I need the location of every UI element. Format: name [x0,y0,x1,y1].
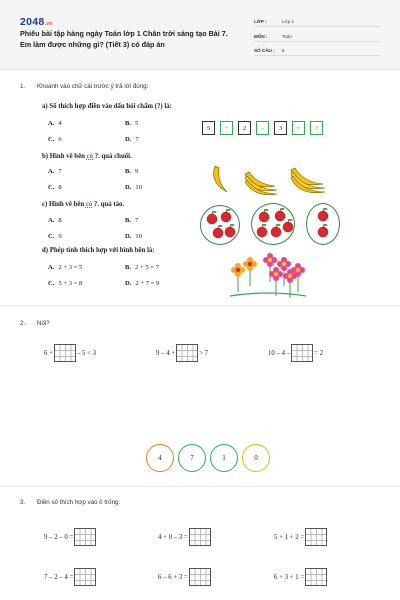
flower-illustration [228,252,308,298]
question-1b-stem: b) Hình vẽ bên có ?. quả chuối. [42,153,132,160]
fill-expression-3: 5 + 1 + 2 = [274,528,327,546]
connect-expression-3: 10 – 4 – = 2 [268,344,323,362]
option-1b-b[interactable]: B. 9 [125,168,139,175]
apple-icon [221,209,231,222]
strip-operator: + [220,121,233,135]
question-3-title: 3. Điền số thích hợp vào ô trống: [20,499,121,506]
pink-flower-icon [269,267,283,296]
question-1-title: 1. Khoanh vào chữ cái trước ý trả lời đúng: [20,83,149,90]
question-1a-stem: a) Số thích hợp điền vào dấu hỏi chấm (?) là: [42,103,172,110]
answer-box[interactable] [305,568,327,586]
site-logo[interactable]: 2048.vn [20,16,53,28]
number-ball[interactable]: 1 [210,444,238,472]
option-1a-c[interactable]: C. 6 [48,136,62,143]
answer-box[interactable] [189,568,211,586]
option-1a-b[interactable]: B. 5 [125,120,139,127]
banana-icon [214,166,228,192]
strip-cell: 2 [238,121,251,135]
document-title: Phiếu bài tập hàng ngày Toán lớp 1 Chân trời sáng tạo Bài 7. Em làm được những gì? (Tiết 3) có đáp án [20,29,228,49]
section-divider [0,305,400,306]
option-1c-a[interactable]: A. 8 [48,217,62,224]
banana-illustration [205,160,330,198]
option-1d-d[interactable]: D. 2 + 7 = 9 [125,280,160,287]
apple-icon [283,219,293,232]
yellow-flower-icon [231,263,245,292]
apple-icon [275,208,285,221]
apple-icon [257,224,267,237]
apple-illustration [200,203,342,247]
fill-expression-1: 9 – 2 – 0 = [44,528,96,546]
option-1d-c[interactable]: C. 5 + 3 = 8 [48,280,83,287]
option-1a-a[interactable]: A. 4 [48,120,62,127]
strip-operator: = [292,121,305,135]
grass-icon [230,293,306,296]
apple-icon [225,224,235,237]
fill-expression-5: 6 – 6 + 3 = [158,568,211,586]
strip-question: ? [310,121,323,135]
connect-expression-1: 6 + – 5 < 3 [44,344,96,362]
strip-operator: – [256,121,269,135]
document-header [0,0,400,70]
apple-icon [259,209,269,222]
option-1b-c[interactable]: C. 8 [48,184,62,191]
apple-icon [318,224,328,237]
apple-icon [271,224,281,237]
fill-expression-4: 7 – 2 – 4 = [44,568,96,586]
answer-box[interactable] [176,344,198,362]
option-1c-d[interactable]: D. 10 [125,233,143,240]
yellow-flower-icon [243,257,257,286]
answer-box[interactable] [74,568,96,586]
meta-subject: MÔN : Toán [254,32,380,42]
number-ball[interactable]: 7 [178,444,206,472]
meta-question-count: SỐ CÂU : 5 [254,46,380,56]
banana-bunch-icon [291,168,325,193]
answer-box[interactable] [74,528,96,546]
option-1d-b[interactable]: B. 2 + 5 = 7 [125,264,159,271]
fill-expression-6: 6 + 3 + 1 = [274,568,327,586]
banana-bunch-icon [245,172,277,195]
section-divider [0,486,400,487]
option-1d-a[interactable]: A. 2 + 3 = 5 [48,264,83,271]
apple-icon [318,208,328,221]
number-strip [202,121,323,135]
strip-cell: 3 [274,121,287,135]
option-1b-d[interactable]: D. 10 [125,184,143,191]
option-1c-b[interactable]: B. 7 [125,217,139,224]
answer-box[interactable] [189,528,211,546]
number-ball[interactable]: 4 [146,444,174,472]
question-1c-stem: c) Hình vẽ bên có ?. quả táo. [42,201,125,208]
option-1a-d[interactable]: D. 7 [125,136,139,143]
option-1b-a[interactable]: A. 7 [48,168,62,175]
connect-expression-2: 9 – 4 + > 7 [156,344,208,362]
strip-cell: 5 [202,121,215,135]
fill-expression-2: 4 + 0 – 3 = [158,528,211,546]
question-1d-stem: d) Phép tính thích hợp với hình bên là: [42,247,155,254]
meta-grade: LỚP : Lớp 1 [254,17,380,27]
answer-box[interactable] [305,528,327,546]
apple-icon [213,225,223,238]
option-1c-c[interactable]: C. 9 [48,233,62,240]
question-2-title: 2. Nối? [20,320,50,327]
answer-box[interactable] [291,344,313,362]
apple-icon [207,211,217,224]
number-ball[interactable]: 0 [242,444,270,472]
answer-box[interactable] [54,344,76,362]
